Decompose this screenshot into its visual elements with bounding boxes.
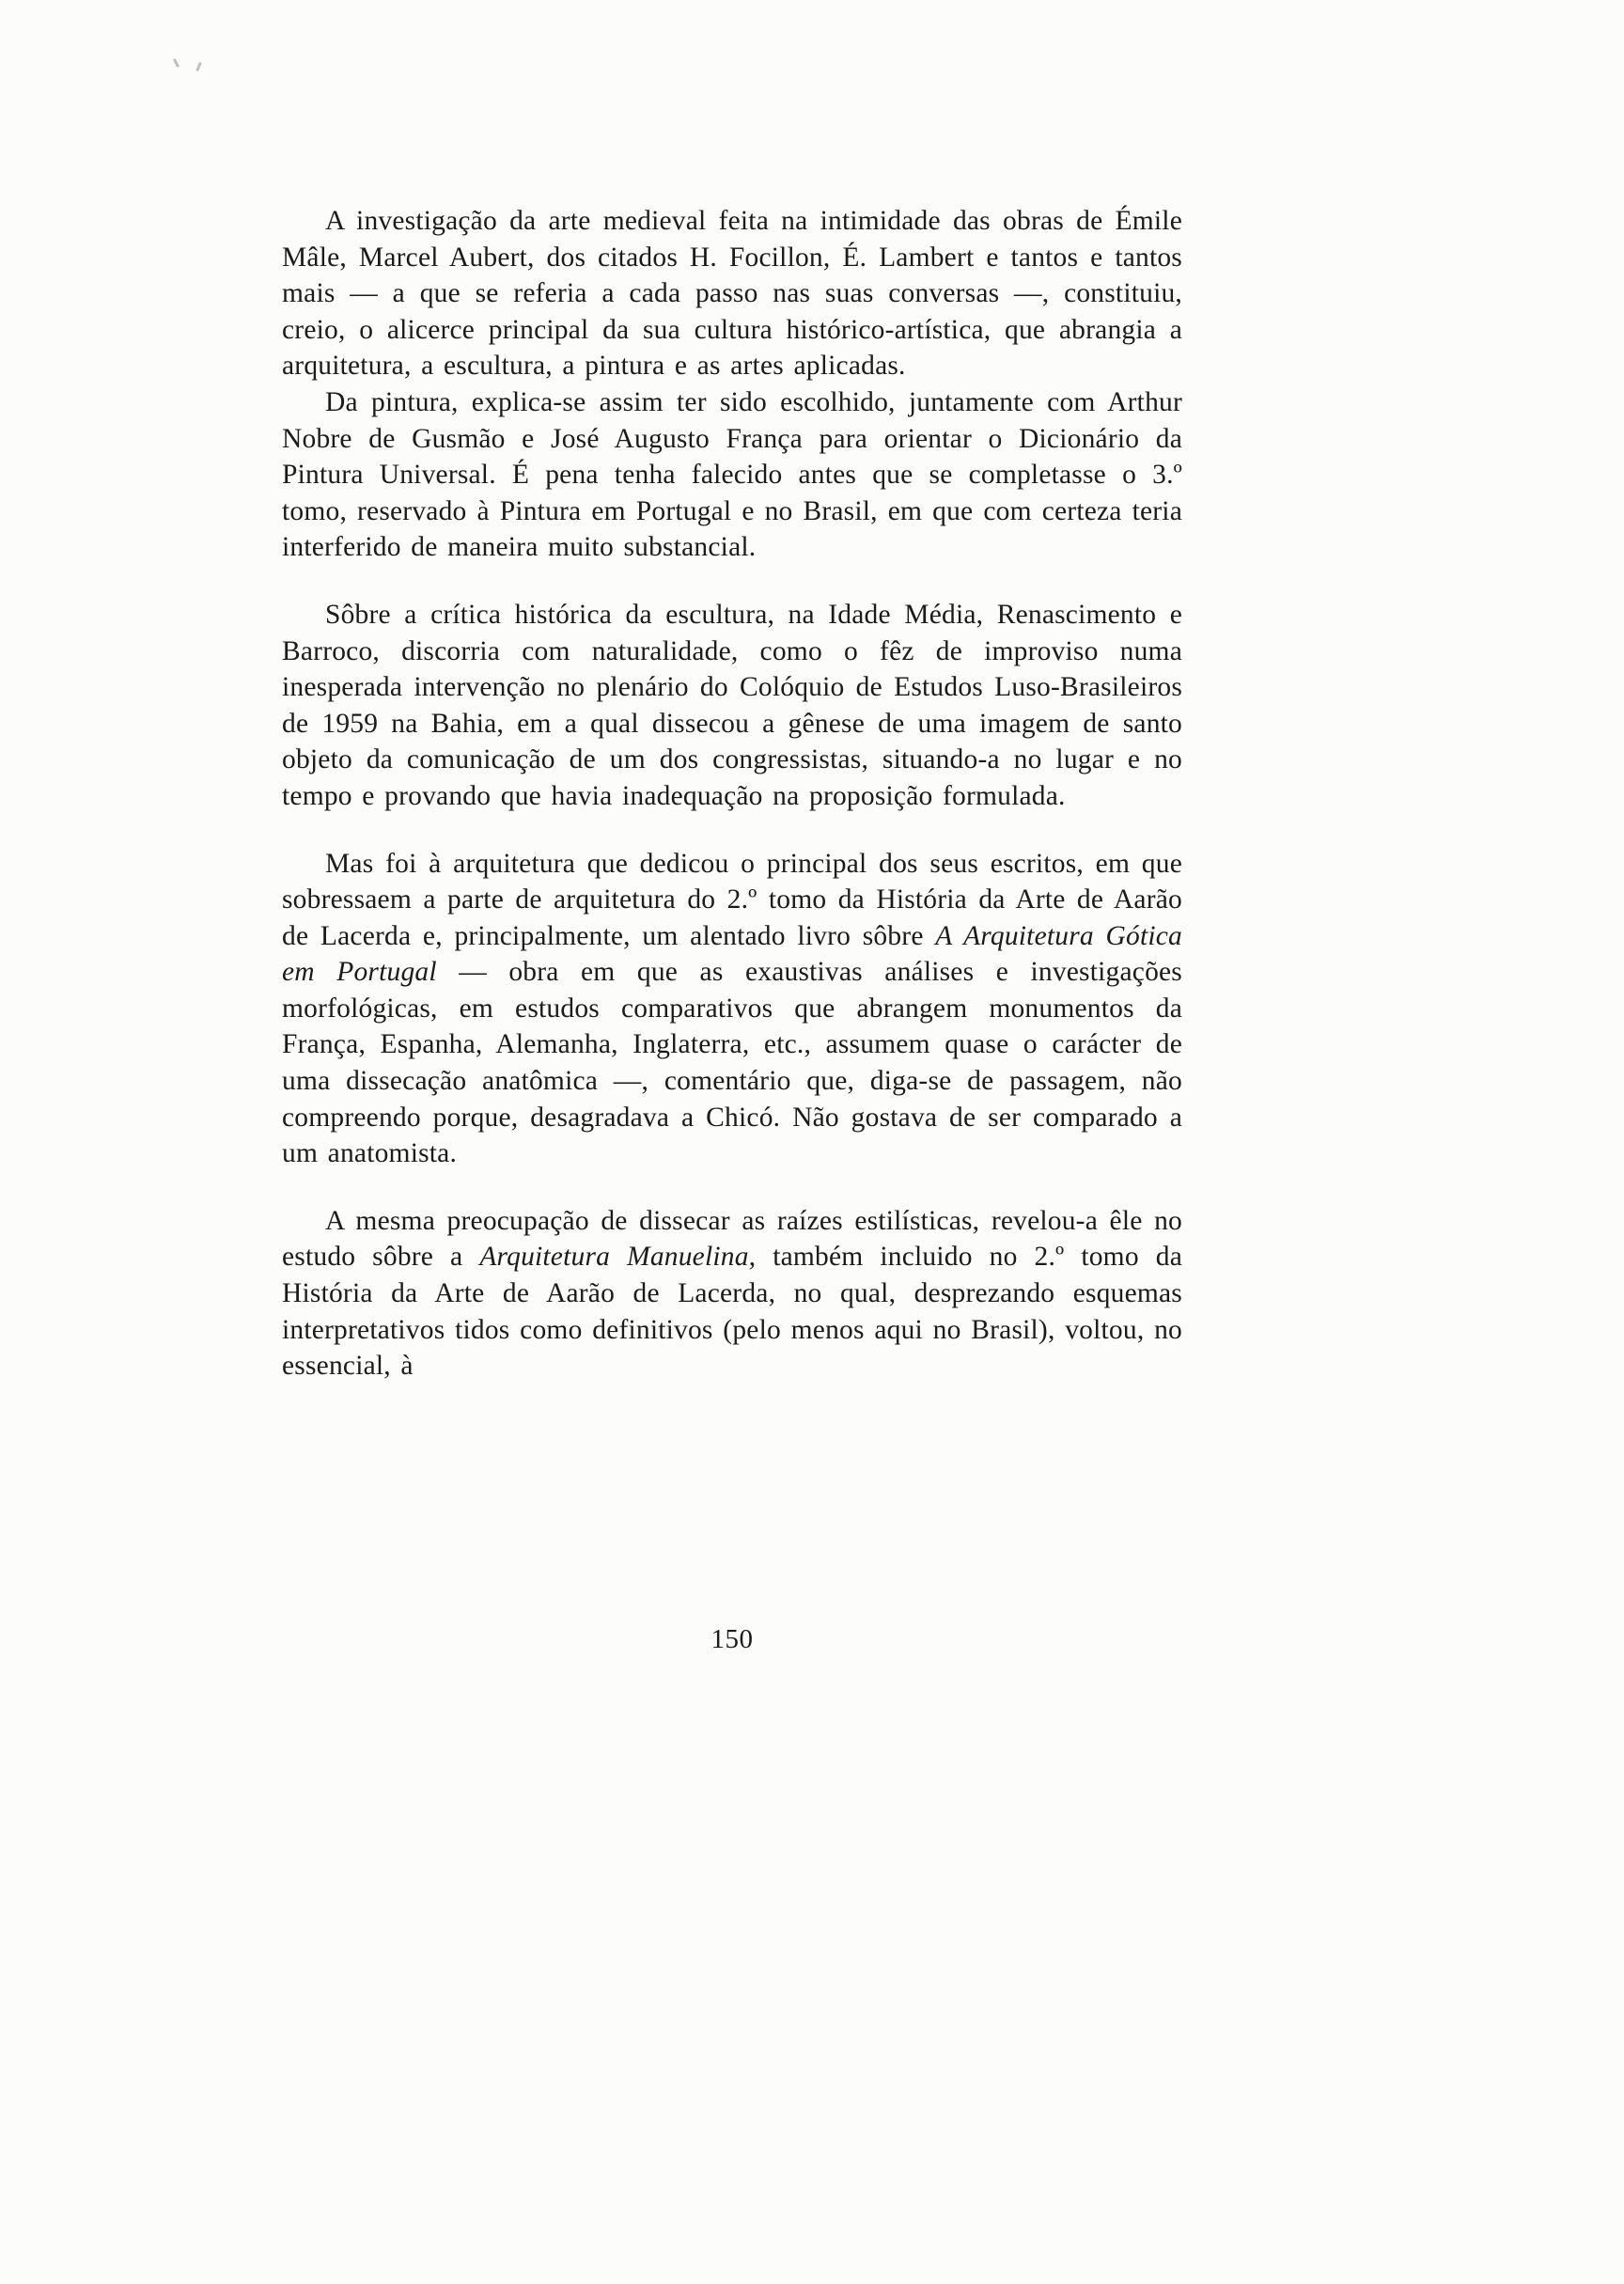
text-run: Sôbre a crítica histórica da escultura, na Idade Média, Renascimento e Barroco, discorria com naturalidade, como o fêz de improviso numa inesperada intervenção no plenário do Colóquio de Estudos Luso-Brasileiros de 1959 na Bahia, em a qual dissecou a gênese de uma imagem de santo objeto da comunicação de um dos congressistas, situando-a no lugar e no tempo e provando que havia inadequação na proposição formulada. bbox=[282, 599, 1182, 811]
text-run: A investigação da arte medieval feita na intimidade das obras de Émile Mâle, Marcel Aubert, dos citados H. Focillon, É. Lambert e tantos e tantos mais — a que se referia a cada passo nas suas conversas —, constituiu, creio, o alicerce principal da sua cultura histórico-artística, que abrangia a arquitetura, a escultura, a pintura e as artes aplicadas. bbox=[282, 206, 1182, 382]
paragraph bbox=[282, 384, 1182, 566]
paragraph bbox=[282, 1203, 1182, 1384]
page-number: 150 bbox=[710, 1624, 754, 1654]
scan-artifact bbox=[195, 62, 202, 71]
text-run: Mas foi à arquitetura que dedicou o principal dos seus escritos, em que sobressaem a parte de arquitetura do 2.º tomo da História da Arte de Aarão de Lacerda e, principalmente, um alentado livro sôbre bbox=[282, 848, 1182, 951]
page-text bbox=[282, 203, 1182, 1384]
text-run: A mesma preocupação de dissecar as raízes estilísticas, revelou-a êle no estudo sôbre a bbox=[282, 1205, 1182, 1273]
scan-artifact bbox=[173, 58, 180, 68]
text-run: — obra em que as exaustivas análises e investigações morfológicas, em estudos comparativos que abrangem monumentos da França, Espanha, Alemanha, Inglaterra, etc., assumem quase o carácter de uma dissecação anatômica —, comentário que, diga-se de passagem, não compreendo porque, desagradava a Chicó. Não gostava de ser comparado a um anatomista. bbox=[282, 957, 1182, 1169]
italic-text-run: A Arquitetura Gótica em Portugal bbox=[282, 920, 1182, 988]
paragraph bbox=[282, 203, 1182, 384]
text-run: também incluido no 2.º tomo da História da Arte de Aarão de Lacerda, no qual, desprezando esquemas interpretativos tidos como definitivos (pelo menos aqui no Brasil), voltou, no essencial, à bbox=[282, 1242, 1182, 1382]
text-run: Da pintura, explica-se assim ter sido escolhido, juntamente com Arthur Nobre de Gusmão e José Augusto França para orientar o Dicionário da Pintura Universal. É pena tenha falecido antes que se completasse o 3.º tomo, reservado à Pintura em Portugal e no Brasil, em que com certeza teria interferido de maneira muito substancial. bbox=[282, 386, 1182, 563]
italic-text-run: Arquitetura Manuelina, bbox=[479, 1242, 757, 1273]
paragraph bbox=[282, 597, 1182, 815]
paragraph bbox=[282, 846, 1182, 1172]
